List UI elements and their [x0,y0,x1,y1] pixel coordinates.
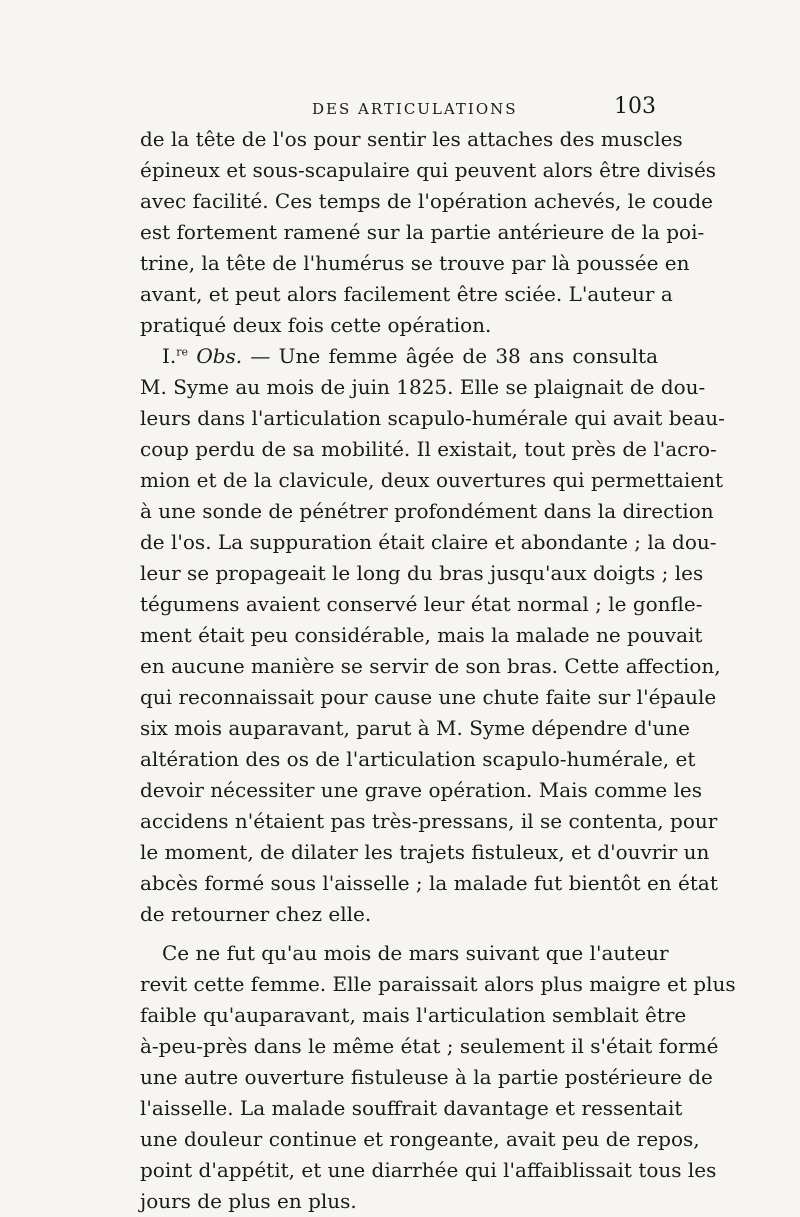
text-line: Ce ne fut qu'au mois de mars suivant que l'auteur [162,941,669,965]
running-head [140,94,658,124]
text-line: épineux et sous-scapulaire qui peuvent alors être divisés [140,158,717,182]
text-line: avec facilité. Ces temps de l'opération achevés, le coude [140,189,714,213]
text-line: une autre ouverture fistuleuse à la partie postérieure de [140,1065,713,1089]
text-line: à-peu-près dans le même état ; seulement il s'était formé [140,1034,719,1058]
text-line: abcès formé sous l'aisselle ; la malade fut bientôt en état [140,871,718,895]
text-line: le moment, de dilater les trajets fistuleux, et d'ouvrir un [140,840,710,864]
text-line: faible qu'auparavant, mais l'articulation semblait être [140,1003,687,1027]
text-line: une douleur continue et rongeante, avait peu de repos, [140,1127,700,1151]
text-line: pratiqué deux fois cette opération. [140,313,492,337]
text-line: jours de plus en plus. [140,1189,357,1213]
page-number: 103 [614,94,656,119]
running-title: DES ARTICULATIONS [312,100,518,118]
text-line: tégumens avaient conservé leur état normal ; le gonfle- [140,592,703,616]
observation-numeral: I. [162,344,177,368]
text-line: leurs dans l'articulation scapulo-humérale qui avait beau- [140,406,725,430]
text-line: six mois auparavant, parut à M. Syme dépendre d'une [140,716,690,740]
text-line: de retourner chez elle. [140,902,372,926]
text-line: en aucune manière se servir de son bras. Cette affection, [140,654,721,678]
text-line: l'aisselle. La malade souffrait davantage et ressentait [140,1096,683,1120]
text-line: de l'os. La suppuration était claire et abondante ; la dou- [140,530,717,554]
text-line: avant, et peut alors facilement être sciée. L'auteur a [140,282,673,306]
body-text [140,124,736,1217]
observation-text: — Une femme âgée de 38 ans consulta [242,344,658,368]
text-line: altération des os de l'articulation scapulo-humérale, et [140,747,696,771]
text-line: point d'appétit, et une diarrhée qui l'affaiblissait tous les [140,1158,717,1182]
text-line: devoir nécessiter une grave opération. Mais comme les [140,778,703,802]
text-line: leur se propageait le long du bras jusqu'aux doigts ; les [140,561,704,585]
text-line: trine, la tête de l'humérus se trouve par là poussée en [140,251,690,275]
text-line: revit cette femme. Elle paraissait alors plus maigre et plus [140,972,736,996]
text-line: qui reconnaissait pour cause une chute faite sur l'épaule [140,685,717,709]
text-line: ment était peu considérable, mais la malade ne pouvait [140,623,703,647]
text-line: accidens n'étaient pas très-pressans, il se contenta, pour [140,809,718,833]
observation-heading-line [140,341,658,372]
text-line: est fortement ramené sur la partie antérieure de la poi- [140,220,705,244]
text-line: à une sonde de pénétrer profondément dans la direction [140,499,714,523]
text-line: mion et de la clavicule, deux ouvertures qui permettaient [140,468,724,492]
text-line: coup perdu de sa mobilité. Il existait, tout près de l'acro- [140,437,717,461]
observation-label: Obs. [196,344,243,368]
text-line: M. Syme au mois de juin 1825. Elle se plaignait de dou- [140,375,706,399]
text-line: de la tête de l'os pour sentir les attaches des muscles [140,127,683,151]
observation-ordinal: re [176,345,189,359]
